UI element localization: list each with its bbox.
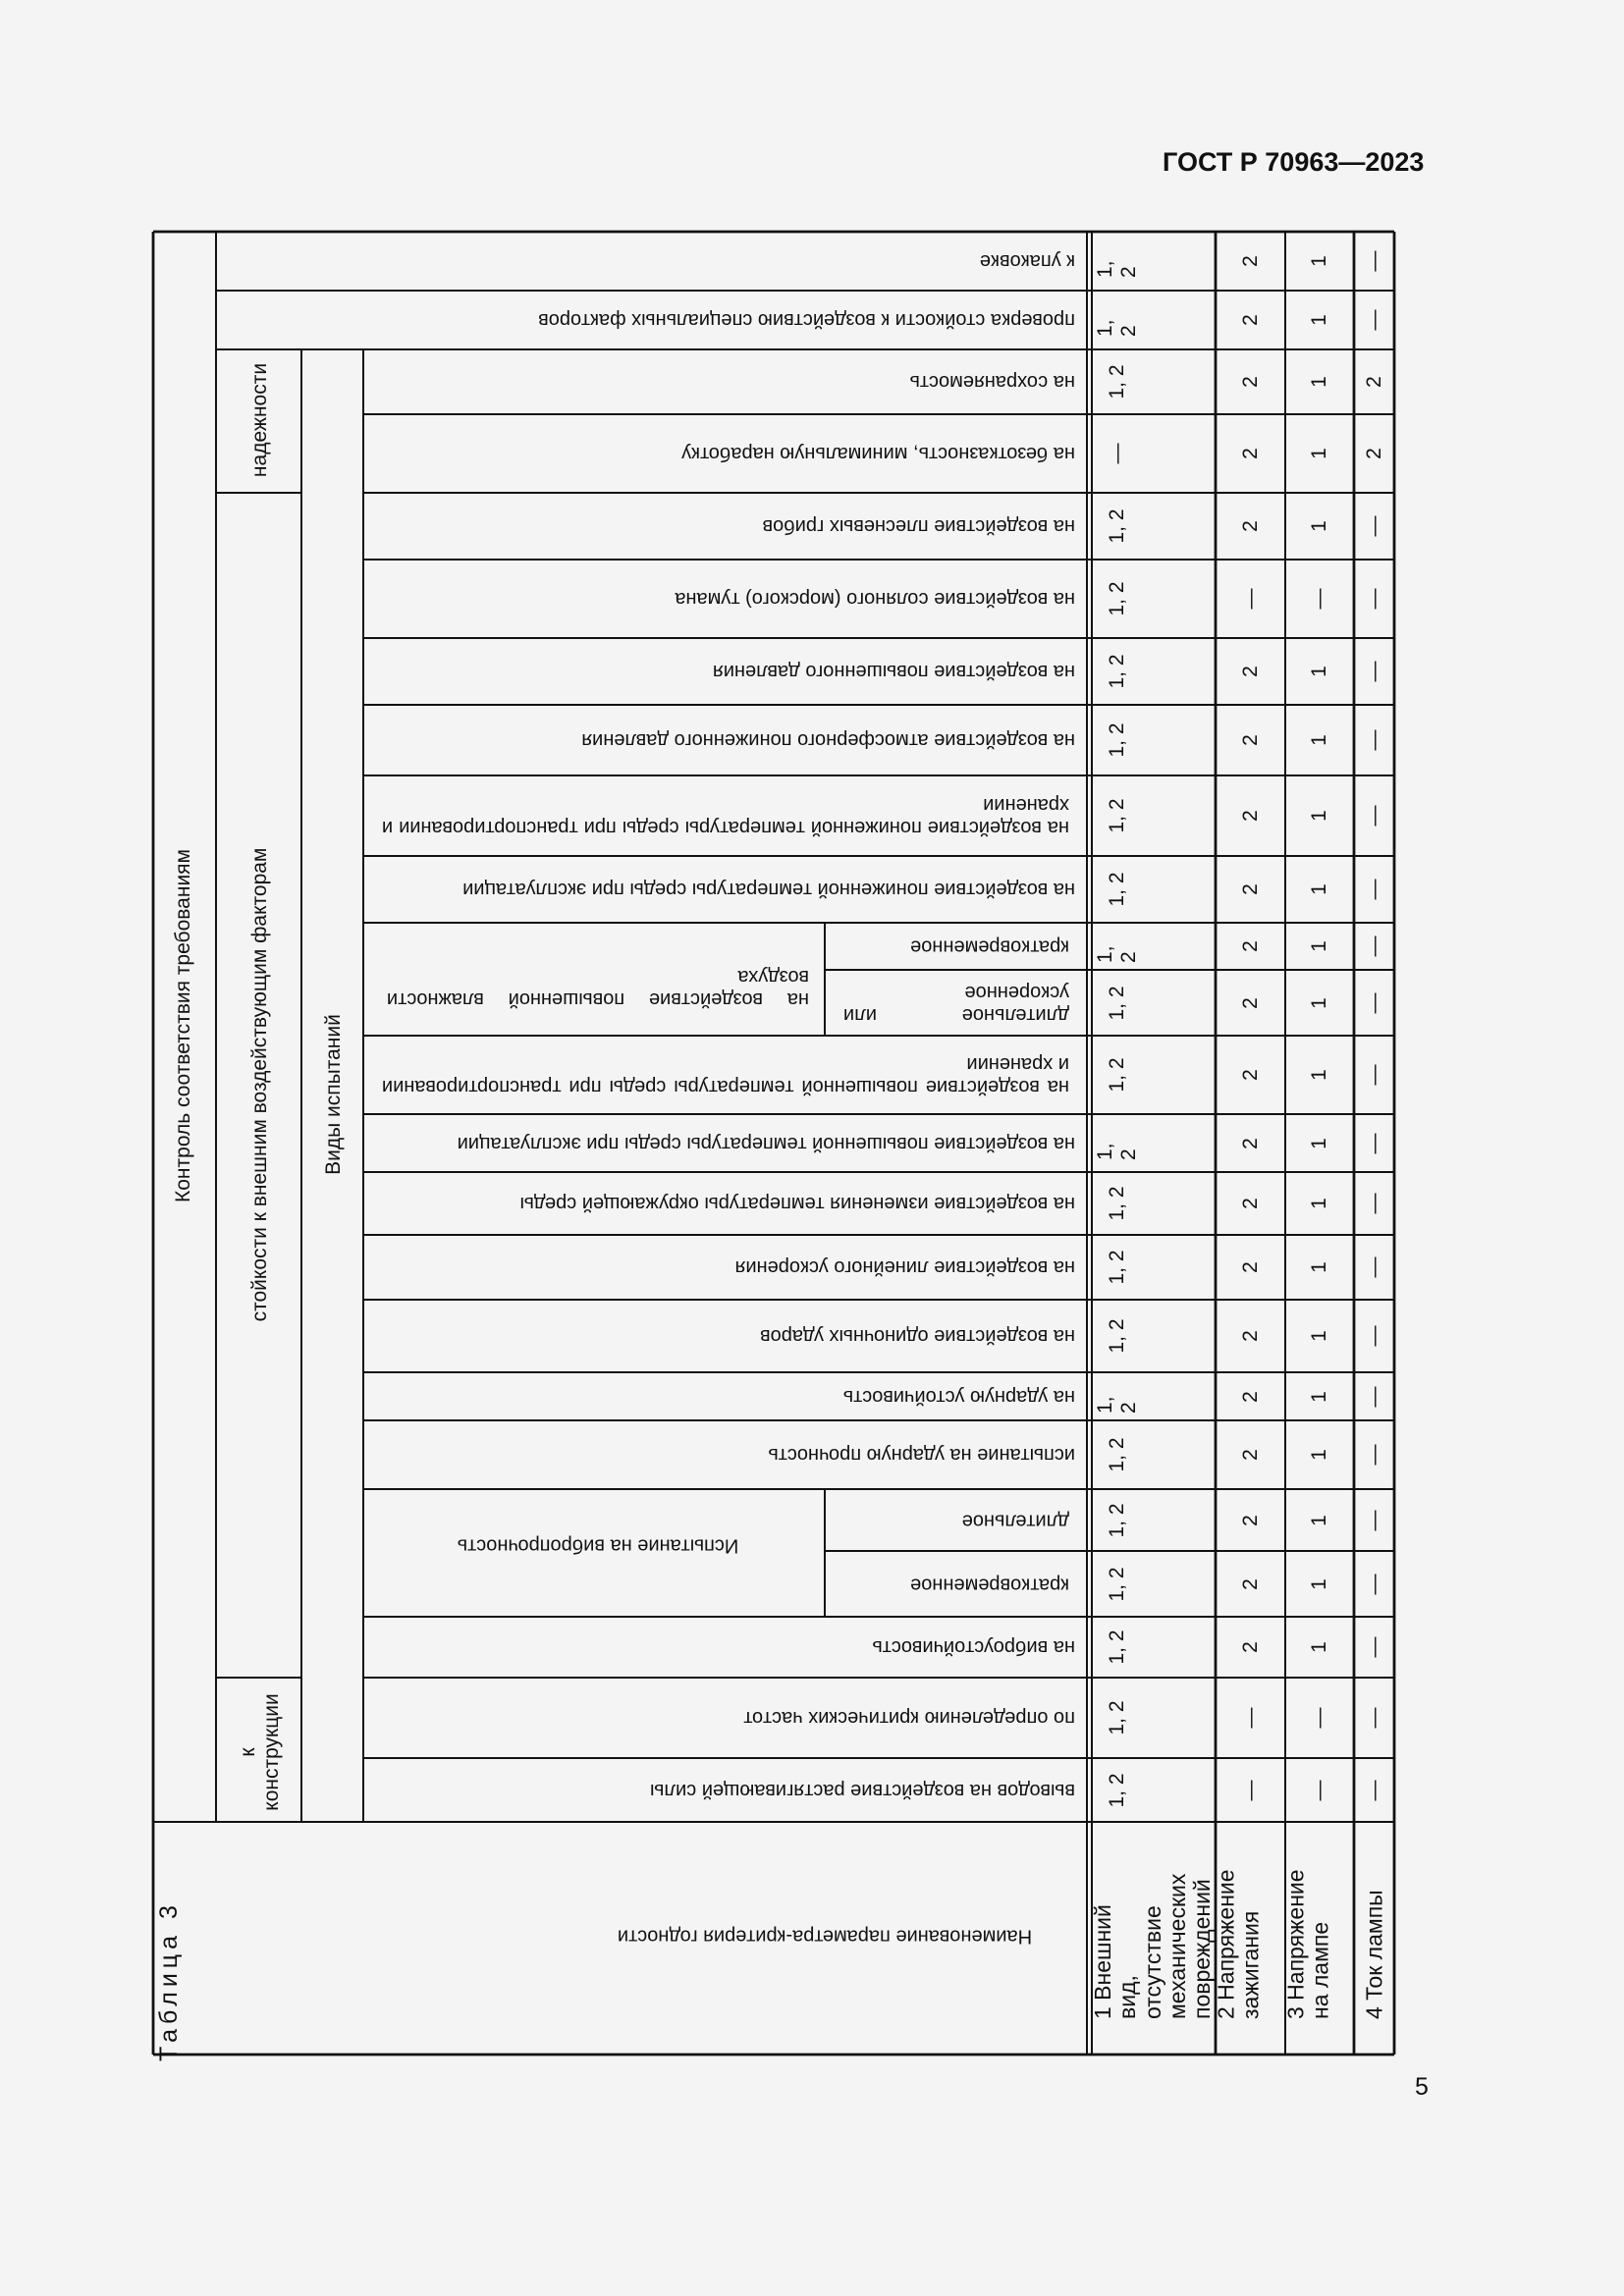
criterion-4: 4 Ток лампы [1361,1890,1387,2019]
test-label: на воздействие изменения температуры окружающей среды [519,1193,1075,1214]
test-label: на воздействие одиночных ударов [759,1325,1075,1347]
criterion-value: — [1362,1386,1385,1407]
group-construction: к конструкции [236,1693,283,1811]
criterion-value: 1, 2 [1106,1502,1128,1538]
criterion-value: 2 [1238,448,1262,459]
criterion-value: 1, 2 [1106,1437,1128,1472]
test-label: на воздействие линейного ускорения [734,1256,1075,1278]
criterion-value: 1, 2 [1106,1700,1128,1735]
criterion-value: 1, 2 [1106,798,1128,833]
criterion-value: 1 [1308,520,1330,532]
criterion-value: 2 [1238,996,1262,1009]
criterion-value: 1, 2 [1106,1566,1128,1602]
test-label: на ударную устойчивость [842,1385,1075,1408]
criterion-value: — [1362,1574,1385,1594]
param-name-header: Наименование параметра-критерия годности [617,1925,1033,1948]
criterion-value: — [1362,1064,1385,1086]
group-stability: стойкости к внешним воздействующим факторам [247,847,271,1322]
criterion-value: 2 [1362,448,1385,459]
criterion-value: 2 [1238,314,1262,326]
criterion-value: 1 [1308,1137,1330,1149]
test-label: на сохраняемость [909,371,1075,393]
criterion-value: — [1362,309,1385,331]
criterion-value: 2 [1238,1641,1262,1653]
test-label: выводов на воздействие растягивающей силы [650,1779,1075,1801]
criterion-value: 2 [1238,376,1262,388]
criterion-value: — [1362,1780,1385,1800]
criterion-value: 2 [1238,1198,1262,1209]
criterion-value: — [1362,1325,1385,1347]
table-caption: Таблица 3 [155,1900,183,2061]
test-label: на воздействие соляного (морского) тумана [675,588,1075,610]
criterion-value: — [1362,515,1385,537]
test-label: на воздействие повышенной температуры среды при транспортировании и хранении [381,1053,1069,1097]
humidity-group: на воздействие повышенной влажности воздуха [387,966,809,1010]
criterion-value: — [1362,588,1385,610]
criterion-2: 2 Напряжение зажигания [1213,1869,1264,2019]
criterion-value: 1 [1308,883,1330,895]
criterion-value: 2 [1238,1390,1262,1403]
test-label: на воздействие пониженной температуры среды при транспортировании и хранении [381,794,1069,838]
standard-header: ГОСТ Р 70963—2023 [1163,147,1425,177]
criterion-value: 1 [1308,1069,1330,1081]
criterion-value: — [1308,1707,1330,1729]
criterion-value: — [1362,879,1385,900]
criterion-value: 1, 2 [1106,1318,1128,1354]
test-label: на воздействие плесневых грибов [762,515,1075,537]
test-label: испытание на ударную прочность [768,1444,1075,1466]
test-label: на воздействие повышенного давления [712,661,1075,682]
criterion-value: 1 [1308,1198,1330,1209]
vibro-group: Испытание на вибропрочность [457,1534,739,1557]
criterion-value: 1, 2 [1106,1772,1128,1808]
criterion-value: 1 [1308,448,1330,459]
criterion-value: — [1362,1444,1385,1466]
criterion-value: 1 [1308,1449,1330,1461]
test-label: на воздействие атмосферного пониженного давления [581,729,1075,751]
criterion-value: 1 [1308,940,1330,952]
criterion-value: 2 [1238,520,1262,532]
criterion-value: 2 [1238,1449,1262,1461]
criterion-value: — [1308,588,1330,610]
page-number: 5 [1415,2073,1429,2101]
criterion-value: 2 [1238,1261,1262,1273]
criterion-value: — [1238,588,1262,610]
criterion-value: 1 [1308,1261,1330,1273]
criterion-value: 2 [1238,255,1262,267]
criterion-value: 2 [1238,1330,1262,1342]
criterion-value: 1, 2 [1106,1250,1128,1285]
criterion-3: 3 Напряжение на лампе [1282,1869,1333,2019]
criterion-value: 1 [1308,1390,1330,1403]
main-header: Контроль соответствия требованиям [171,849,194,1202]
test-label: к упаковке [979,250,1075,272]
criterion-value: 1 [1308,376,1330,388]
criterion-value: 2 [1362,376,1385,388]
test-label: по определению критических частот [743,1707,1075,1729]
criterion-value: 2 [1238,666,1262,677]
criterion-value: 2 [1238,1577,1262,1590]
criterion-value: 1 [1308,314,1330,326]
criterion-value: 1, 2 [1106,722,1128,758]
test-types-header: Виды испытаний [321,1014,345,1175]
criterion-value: 1, 2 [1093,945,1140,963]
test-label: длительное или ускоренное [842,981,1069,1026]
criterion-value: — [1362,729,1385,751]
criterion-value: 1 [1308,996,1330,1009]
criterion-value: 2 [1238,734,1262,746]
criterion-value: — [1362,1256,1385,1278]
criterion-value: 1 [1308,1577,1330,1590]
test-label: кратковременное [909,935,1069,958]
criterion-value: 1, 2 [1093,1395,1140,1414]
criterion-value: 1, 2 [1093,260,1140,278]
criterion-value: 2 [1238,1514,1262,1526]
criterion-value: 1 [1308,666,1330,677]
criterion-value: 2 [1238,940,1262,952]
criterion-value: 1, 2 [1106,654,1128,689]
criterion-value: 1, 2 [1106,1057,1128,1093]
criterion-value: 1, 2 [1093,1142,1140,1160]
criterion-value: — [1238,1707,1262,1729]
criterion-value: — [1362,1510,1385,1530]
criterion-value: 2 [1238,1069,1262,1081]
criterion-value: 1, 2 [1106,364,1128,400]
criterion-value: 2 [1238,810,1262,822]
test-label: проверка стойкости к воздействию специальных факторов [538,309,1075,331]
criterion-value: — [1362,1133,1385,1153]
criterion-value: 1, 2 [1106,1186,1128,1221]
group-reliability: надежности [247,362,271,478]
criterion-value: 1, 2 [1106,985,1128,1021]
criterion-value: 2 [1238,883,1262,895]
criterion-value: 1 [1308,1641,1330,1653]
criterion-value: — [1362,1193,1385,1214]
criterion-value: — [1362,805,1385,827]
criterion-value: 1 [1308,734,1330,746]
test-label: на виброустойчивость [872,1636,1075,1658]
criterion-value: — [1362,661,1385,682]
criterion-value: — [1308,1780,1330,1800]
criterion-value: 1 [1308,1330,1330,1342]
criterion-value: — [1362,250,1385,272]
test-label: на воздействие пониженной температуры среды при эксплуатации [462,879,1075,900]
criterion-value: — [1238,1780,1262,1800]
criterion-value: 1 [1308,1514,1330,1526]
criterion-value: — [1362,992,1385,1013]
criterion-value: 2 [1238,1137,1262,1149]
criterion-value: 1, 2 [1106,872,1128,907]
criterion-value: — [1362,935,1385,957]
criterion-value: — [1106,443,1128,464]
criterion-value: — [1362,1707,1385,1729]
criterion-value: 1, 2 [1106,508,1128,544]
criterion-value: 1, 2 [1106,581,1128,616]
criterion-value: 1, 2 [1093,319,1140,337]
criterion-value: 1 [1308,255,1330,267]
criterion-value: 1 [1308,810,1330,822]
test-label: кратковременное [909,1574,1069,1595]
test-label: длительное [961,1510,1069,1531]
criterion-value: 1, 2 [1106,1629,1128,1665]
criterion-value: — [1362,1636,1385,1658]
test-label: на безотказность, минимальную наработку [681,443,1075,464]
test-label: на воздействие повышенной температуры среды при эксплуатации [457,1132,1075,1154]
criterion-1: 1 Внешний вид, отсутствие механических повреждений [1089,1873,1215,2019]
